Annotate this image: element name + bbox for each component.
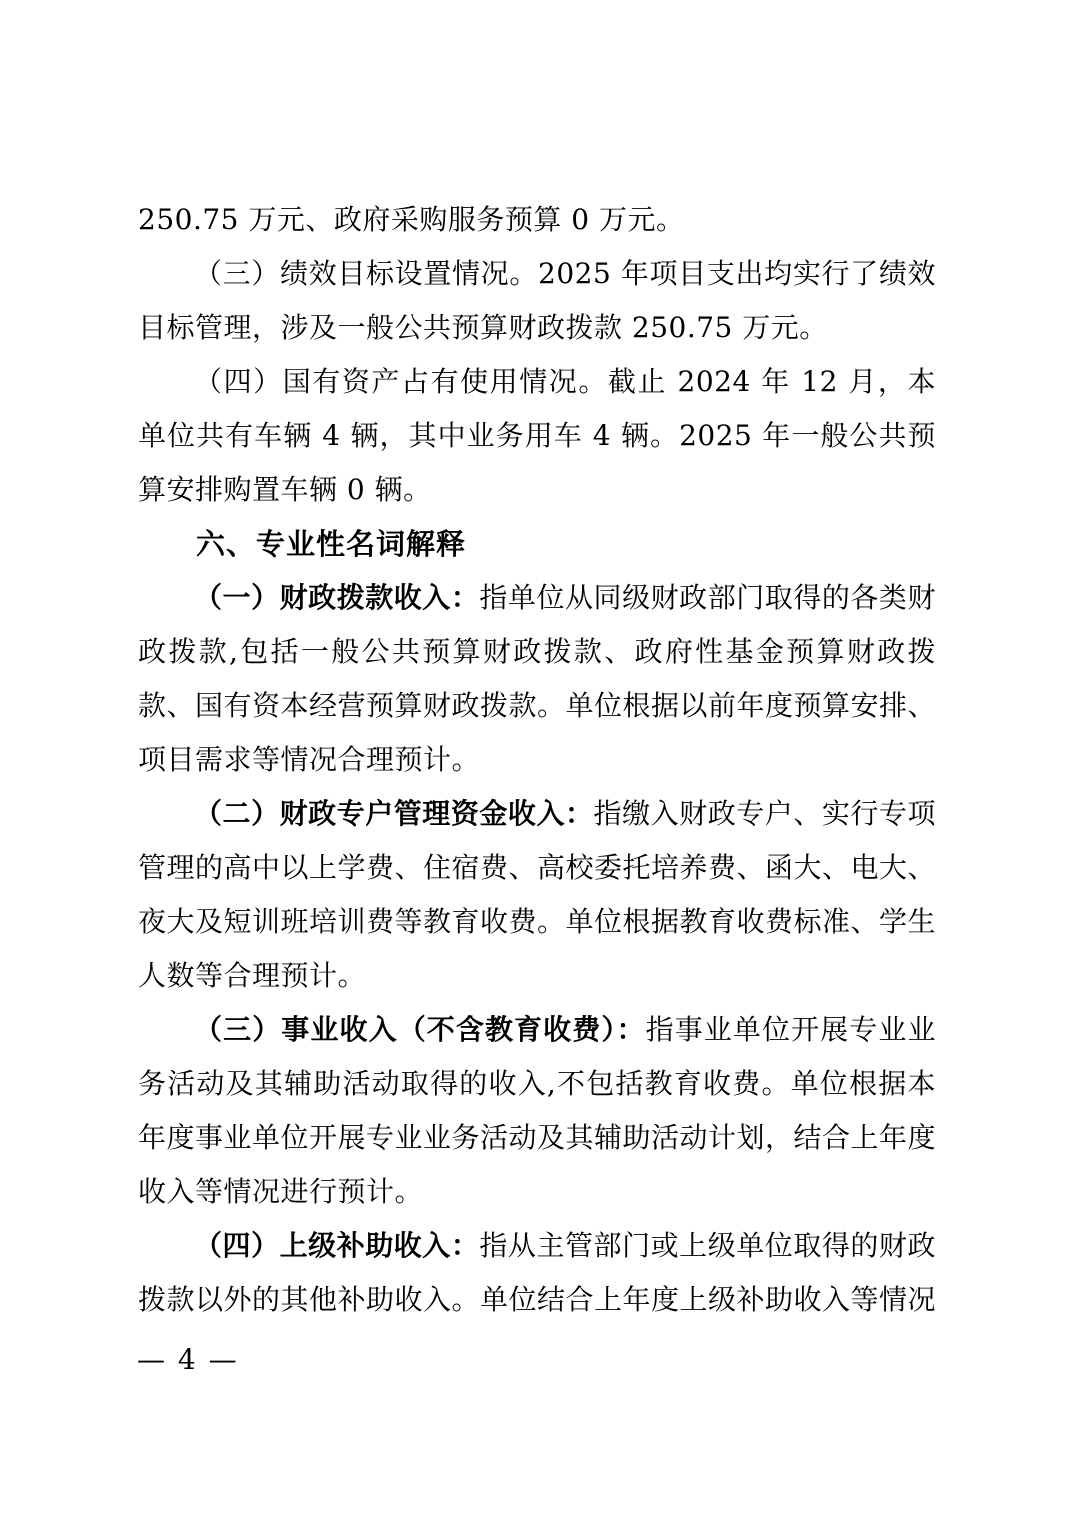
term-definition: 指缴入财政专户、实行专项管理的高中以上学费、住宿费、高校委托培养费、函大、电大、夜大及短训班培训费等教育收费。单位根据教育收费标准、学生人数等合理预计。 [138,797,937,992]
term-label: （三）事业收入（不含教育收费）： [194,1013,646,1046]
paragraph-state-assets [138,355,936,517]
paragraph-term-superior-subsidy [138,1219,936,1327]
paragraph-performance-targets [138,247,936,355]
section-heading-text: 六、专业性名词解释 [196,527,467,561]
term-definition: 指事业单位开展专业业务活动及其辅助活动取得的收入,不包括教育收费。单位根据本年度事业单位开展专业业务活动及其辅助活动计划，结合上年度收入等情况进行预计。 [138,1013,937,1208]
paragraph-text: （四）国有资产占有使用情况。截止 2024 年 12 月，本单位共有车辆 4 辆，其中业务用车 4 辆。2025 年一般公共预算安排购置车辆 0 辆。 [138,365,936,506]
document-body [138,193,936,1327]
paragraph-continuation [138,193,936,247]
paragraph-term-fiscal-appropriation [138,571,936,787]
page-number-text: — 4 — [137,1343,239,1376]
term-label: （四）上级补助收入： [194,1229,480,1262]
paragraph-text: （三）绩效目标设置情况。2025 年项目支出均实行了绩效目标管理，涉及一般公共预算财政拨款 250.75 万元。 [138,257,936,344]
paragraph-term-operational-income [138,1003,936,1219]
page-number [137,1340,239,1380]
paragraph-term-special-account [138,787,936,1003]
section-heading-terms [138,517,936,571]
term-definition: 指单位从同级财政部门取得的各类财政拨款,包括一般公共预算财政拨款、政府性基金预算财政拨款、国有资本经营预算财政拨款。单位根据以前年度预算安排、项目需求等情况合理预计。 [138,581,937,776]
term-label: （二）财政专户管理资金收入： [194,797,594,830]
term-label: （一）财政拨款收入： [194,581,480,614]
term-definition: 指从主管部门或上级单位取得的财政拨款以外的其他补助收入。单位结合上年度上级补助收入等情况 [138,1229,937,1316]
paragraph-text: 250.75 万元、政府采购服务预算 0 万元。 [138,203,685,236]
